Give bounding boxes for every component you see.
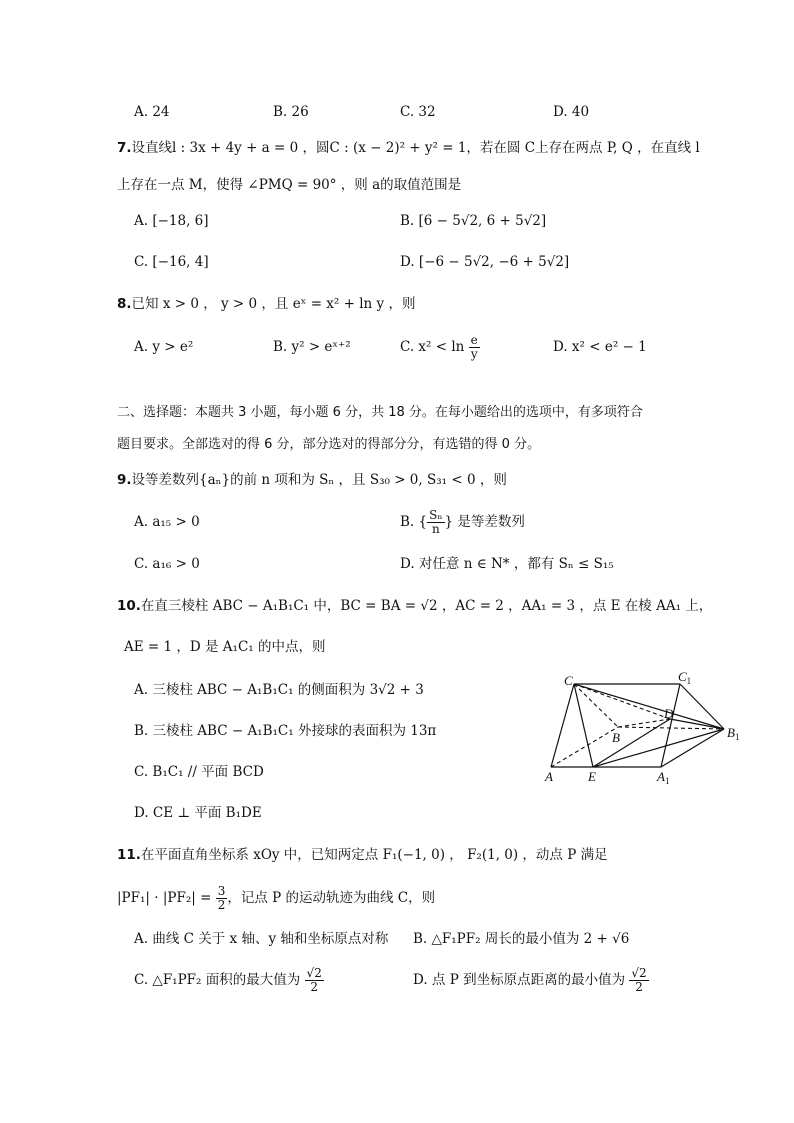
- q9-option-d: D. 对任意 n ∈ N* ，都有 Sₙ ≤ S₁₅: [400, 556, 614, 572]
- q8-option-a: A. y > e²: [134, 339, 194, 355]
- section2-heading-line1: 二、选择题：本题共 3 小题，每小题 6 分，共 18 分。在每小题给出的选项中，有多项符合: [117, 405, 643, 420]
- q10-number: 10.: [117, 598, 141, 614]
- q11-option-b: B. △F₁PF₂ 周长的最小值为 2 + √6: [413, 931, 630, 947]
- q10-option-b: B. 三棱柱 ABC − A₁B₁C₁ 外接球的表面积为 13π: [134, 723, 437, 739]
- label-A: A: [545, 769, 553, 784]
- q8-option-c: [400, 327, 480, 367]
- q8-text1: 已知 x > 0 ， y > 0 ，且 eˣ = x² + ln y ，则: [131, 296, 416, 312]
- fraction-denominator: 2: [635, 980, 643, 994]
- q7-option-a: A. [−18, 6]: [134, 213, 209, 229]
- q11-line2-fraction: [216, 885, 228, 912]
- fraction-numerator: √2: [631, 966, 647, 980]
- fraction-numerator: 3: [217, 884, 226, 898]
- q7-text1: 设直线l : 3x + 4y + a = 0 ，圆C : (x − 2)² + y² = 1，若在圆 C上存在两点 P, Q ，在直线 l: [131, 140, 700, 156]
- q11-option-c-fraction: [305, 967, 324, 994]
- q7-stem-line2: 上存在一点 M，使得 ∠PMQ = 90° ，则 a的取值范围是: [117, 177, 462, 193]
- edge-BD-hidden: [618, 719, 670, 727]
- q9-option-a: A. a₁₅ > 0: [134, 514, 200, 530]
- q11-option-d-prefix: D. 点 P 到坐标原点距离的最小值为: [413, 972, 626, 988]
- q10-option-d: D. CE ⊥ 平面 B₁DE: [134, 805, 262, 821]
- q6-option-c: C. 32: [400, 104, 436, 120]
- q9-text1: 设等差数列{aₙ}的前 n 项和为 Sₙ ，且 S₃₀ > 0, S₃₁ < 0 ，则: [131, 472, 507, 488]
- q11-option-c-prefix: C. △F₁PF₂ 面积的最大值为: [134, 972, 301, 988]
- q11-number: 11.: [117, 847, 141, 863]
- edge-A1C1: [661, 684, 680, 767]
- label-B1: $B_1$: [727, 725, 740, 742]
- fraction-numerator: √2: [306, 966, 322, 980]
- label-D: D: [664, 706, 674, 721]
- prism-figure: [530, 660, 750, 785]
- q9-option-b-suffix: } 是等差数列: [444, 514, 525, 530]
- q7-number: 7.: [117, 140, 132, 156]
- q11-option-d-fraction: [629, 967, 648, 994]
- q10-option-c: C. B₁C₁ // 平面 BCD: [134, 764, 264, 780]
- q6-option-d: D. 40: [553, 104, 590, 120]
- section2-heading-line2: 题目要求。全部选对的得 6 分，部分选对的得部分分，有选错的得 0 分。: [117, 437, 541, 452]
- edge-CA: [551, 684, 574, 767]
- q11-option-c: [134, 960, 324, 1000]
- label-C1: $C_1$: [678, 669, 692, 686]
- edge-AB-hidden: [551, 727, 618, 767]
- edge-CE: [574, 684, 593, 767]
- label-E: E: [588, 769, 596, 784]
- q9-stem: [117, 470, 507, 490]
- fraction-numerator: e: [470, 333, 478, 347]
- q8-stem: [117, 294, 415, 314]
- q11-stem-line1: [117, 845, 608, 865]
- q8-option-d: D. x² < e² − 1: [553, 339, 647, 355]
- edge-BB1-hidden: [618, 727, 724, 729]
- q11-option-a: A. 曲线 C 关于 x 轴、y 轴和坐标原点对称: [134, 931, 389, 947]
- q11-stem-line2: [117, 878, 435, 918]
- q8-option-c-prefix: C. x² < ln: [400, 339, 465, 355]
- q9-number: 9.: [117, 472, 132, 488]
- q6-option-b: B. 26: [273, 104, 309, 120]
- q6-option-a: A. 24: [134, 104, 170, 120]
- q9-option-b-fraction: [427, 509, 444, 536]
- edge-CD-hidden: [574, 684, 670, 719]
- q7-option-d: D. [−6 − 5√2, −6 + 5√2]: [400, 254, 570, 270]
- label-C: C: [564, 673, 573, 688]
- q9-option-c: C. a₁₆ > 0: [134, 556, 200, 572]
- fraction-denominator: 2: [310, 980, 318, 994]
- q8-option-c-fraction: [469, 334, 480, 361]
- q10-option-a: A. 三棱柱 ABC − A₁B₁C₁ 的侧面积为 3√2 + 3: [134, 682, 424, 698]
- q9-option-b: [400, 502, 525, 542]
- label-A1: $A_1$: [657, 769, 670, 785]
- q7-stem-line1: [117, 138, 700, 158]
- label-B: B: [612, 730, 620, 745]
- fraction-denominator: n: [431, 522, 440, 536]
- q7-option-c: C. [−16, 4]: [134, 254, 209, 270]
- q7-option-b: B. [6 − 5√2, 6 + 5√2]: [400, 213, 547, 229]
- q11-line2-suffix: ，记点 P 的运动轨迹为曲线 C，则: [227, 890, 436, 906]
- q10-stem-line1: [117, 596, 712, 616]
- q10-stem-line2: AE = 1 ，D 是 A₁C₁ 的中点，则: [124, 639, 326, 655]
- q8-option-b: B. y² > eˣ⁺²: [273, 339, 351, 355]
- fraction-denominator: 2: [217, 898, 226, 912]
- edge-A1B1: [661, 729, 724, 767]
- q11-line2-prefix: |PF₁| · |PF₂| =: [117, 890, 212, 906]
- q10-text1: 在直三棱柱 ABC − A₁B₁C₁ 中，BC = BA = √2 ，AC = 2 ，AA₁ = 3 ，点 E 在棱 AA₁ 上，: [140, 598, 713, 614]
- q11-text1: 在平面直角坐标系 xOy 中，已知两定点 F₁(−1, 0) ， F₂(1, 0) ，动点 P 满足: [140, 847, 608, 863]
- q8-number: 8.: [117, 296, 132, 312]
- q11-option-d: [413, 960, 649, 1000]
- edge-ED: [593, 719, 670, 767]
- fraction-denominator: y: [470, 347, 478, 361]
- fraction-numerator: Sₙ: [429, 508, 443, 522]
- q9-option-b-prefix: B. {: [400, 514, 428, 530]
